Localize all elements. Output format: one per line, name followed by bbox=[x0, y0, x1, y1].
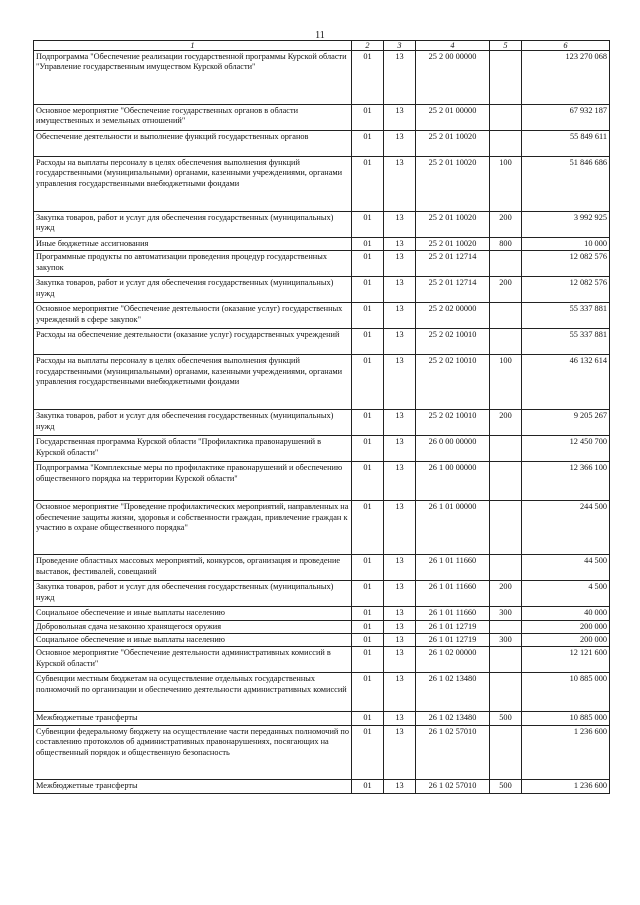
row-amount: 44 500 bbox=[522, 555, 610, 581]
row-expense-type: 500 bbox=[490, 779, 522, 793]
row-subsection: 13 bbox=[384, 581, 416, 607]
row-expense-type bbox=[490, 436, 522, 462]
row-expense-type: 500 bbox=[490, 712, 522, 725]
row-name: Обеспечение деятельности и выполнение функций государственных органов bbox=[34, 131, 352, 157]
row-subsection: 13 bbox=[384, 51, 416, 105]
row-amount: 12 450 700 bbox=[522, 436, 610, 462]
row-target-code: 25 2 01 10020 bbox=[416, 238, 490, 251]
row-section: 01 bbox=[352, 647, 384, 673]
row-subsection: 13 bbox=[384, 131, 416, 157]
row-name: Добровольная сдача незаконно хранящегося оружия bbox=[34, 620, 352, 633]
row-section: 01 bbox=[352, 105, 384, 131]
table-row bbox=[34, 501, 610, 555]
row-section: 01 bbox=[352, 238, 384, 251]
header-col-3: 3 bbox=[384, 41, 416, 51]
row-subsection: 13 bbox=[384, 779, 416, 793]
row-expense-type bbox=[490, 51, 522, 105]
row-name: Социальное обеспечение и иные выплаты населению bbox=[34, 634, 352, 647]
row-section: 01 bbox=[352, 51, 384, 105]
row-section: 01 bbox=[352, 462, 384, 501]
row-amount: 1 236 600 bbox=[522, 779, 610, 793]
row-section: 01 bbox=[352, 329, 384, 355]
row-amount: 200 000 bbox=[522, 620, 610, 633]
row-name: Программные продукты по автоматизации проведения процедур государственных закупок bbox=[34, 251, 352, 277]
table-row bbox=[34, 105, 610, 131]
row-section: 01 bbox=[352, 157, 384, 212]
table-row bbox=[34, 555, 610, 581]
row-amount: 1 236 600 bbox=[522, 725, 610, 779]
row-subsection: 13 bbox=[384, 712, 416, 725]
row-name: Межбюджетные трансферты bbox=[34, 712, 352, 725]
row-subsection: 13 bbox=[384, 410, 416, 436]
row-name: Основное мероприятие "Обеспечение государственных органов в области имущественных и земельных отношений" bbox=[34, 105, 352, 131]
row-section: 01 bbox=[352, 303, 384, 329]
row-amount: 3 992 925 bbox=[522, 212, 610, 238]
row-section: 01 bbox=[352, 131, 384, 157]
row-expense-type bbox=[490, 329, 522, 355]
row-amount: 55 337 881 bbox=[522, 329, 610, 355]
row-section: 01 bbox=[352, 501, 384, 555]
row-amount: 12 082 576 bbox=[522, 277, 610, 303]
table-row bbox=[34, 355, 610, 410]
row-section: 01 bbox=[352, 581, 384, 607]
row-amount: 12 366 100 bbox=[522, 462, 610, 501]
row-section: 01 bbox=[352, 634, 384, 647]
row-subsection: 13 bbox=[384, 329, 416, 355]
row-subsection: 13 bbox=[384, 355, 416, 410]
row-amount: 10 885 000 bbox=[522, 712, 610, 725]
row-amount: 123 270 068 bbox=[522, 51, 610, 105]
row-target-code: 25 2 02 10010 bbox=[416, 329, 490, 355]
row-section: 01 bbox=[352, 355, 384, 410]
table-row bbox=[34, 725, 610, 779]
row-target-code: 25 2 02 10010 bbox=[416, 355, 490, 410]
row-name: Закупка товаров, работ и услуг для обеспечения государственных (муниципальных) нужд bbox=[34, 581, 352, 607]
row-subsection: 13 bbox=[384, 607, 416, 620]
row-expense-type: 200 bbox=[490, 212, 522, 238]
row-target-code: 25 2 01 00000 bbox=[416, 105, 490, 131]
row-subsection: 13 bbox=[384, 105, 416, 131]
page-number: 11 bbox=[315, 30, 325, 41]
row-name: Закупка товаров, работ и услуг для обеспечения государственных (муниципальных) нужд bbox=[34, 277, 352, 303]
row-subsection: 13 bbox=[384, 212, 416, 238]
row-subsection: 13 bbox=[384, 634, 416, 647]
row-expense-type bbox=[490, 725, 522, 779]
row-expense-type bbox=[490, 131, 522, 157]
row-target-code: 25 2 01 10020 bbox=[416, 157, 490, 212]
header-col-6: 6 bbox=[522, 41, 610, 51]
row-amount: 244 500 bbox=[522, 501, 610, 555]
row-amount: 40 000 bbox=[522, 607, 610, 620]
table-row bbox=[34, 51, 610, 105]
table-row bbox=[34, 303, 610, 329]
row-target-code: 25 2 01 12714 bbox=[416, 277, 490, 303]
row-amount: 67 932 187 bbox=[522, 105, 610, 131]
row-subsection: 13 bbox=[384, 462, 416, 501]
row-subsection: 13 bbox=[384, 238, 416, 251]
row-section: 01 bbox=[352, 779, 384, 793]
row-subsection: 13 bbox=[384, 555, 416, 581]
row-expense-type: 200 bbox=[490, 410, 522, 436]
row-amount: 46 132 614 bbox=[522, 355, 610, 410]
row-target-code: 25 2 00 00000 bbox=[416, 51, 490, 105]
row-expense-type bbox=[490, 105, 522, 131]
table-header-row bbox=[34, 41, 610, 51]
row-amount: 9 205 267 bbox=[522, 410, 610, 436]
table-row bbox=[34, 647, 610, 673]
row-target-code: 26 1 01 12719 bbox=[416, 634, 490, 647]
row-target-code: 26 1 02 13480 bbox=[416, 673, 490, 712]
row-expense-type bbox=[490, 673, 522, 712]
row-name: Расходы на выплаты персоналу в целях обеспечения выполнения функций государственными (муниципальными) органами, казенными учреждениями, органами управления государственными внебюджетными фондами bbox=[34, 157, 352, 212]
row-name: Иные бюджетные ассигнования bbox=[34, 238, 352, 251]
row-expense-type: 300 bbox=[490, 607, 522, 620]
row-section: 01 bbox=[352, 673, 384, 712]
row-name: Расходы на выплаты персоналу в целях обеспечения выполнения функций государственными (муниципальными) органами, казенными учреждениями, органами управления государственными внебюджетными фондами bbox=[34, 355, 352, 410]
table-row bbox=[34, 607, 610, 620]
table-row bbox=[34, 581, 610, 607]
row-name: Государственная программа Курской области "Профилактика правонарушений в Курской области" bbox=[34, 436, 352, 462]
row-expense-type: 300 bbox=[490, 634, 522, 647]
row-expense-type bbox=[490, 462, 522, 501]
row-amount: 10 000 bbox=[522, 238, 610, 251]
row-amount: 55 337 881 bbox=[522, 303, 610, 329]
table-row bbox=[34, 238, 610, 251]
row-section: 01 bbox=[352, 607, 384, 620]
row-target-code: 25 2 01 10020 bbox=[416, 131, 490, 157]
row-section: 01 bbox=[352, 277, 384, 303]
row-target-code: 25 2 02 00000 bbox=[416, 303, 490, 329]
row-target-code: 25 2 01 10020 bbox=[416, 212, 490, 238]
row-name: Субвенции местным бюджетам на осуществление отдельных государственных полномочий по организации и обеспечению деятельности административных комиссий bbox=[34, 673, 352, 712]
row-target-code: 26 0 00 00000 bbox=[416, 436, 490, 462]
row-target-code: 26 1 01 00000 bbox=[416, 501, 490, 555]
row-name: Подпрограмма "Обеспечение реализации государственной программы Курской области "Управление государственным имуществом Курской области" bbox=[34, 51, 352, 105]
table-row bbox=[34, 779, 610, 793]
row-amount: 51 846 686 bbox=[522, 157, 610, 212]
row-section: 01 bbox=[352, 251, 384, 277]
row-name: Социальное обеспечение и иные выплаты населению bbox=[34, 607, 352, 620]
table-row bbox=[34, 462, 610, 501]
table-row bbox=[34, 157, 610, 212]
row-target-code: 26 1 01 11660 bbox=[416, 555, 490, 581]
header-col-1: 1 bbox=[34, 41, 352, 51]
row-section: 01 bbox=[352, 410, 384, 436]
row-amount: 12 121 600 bbox=[522, 647, 610, 673]
row-target-code: 26 1 02 57010 bbox=[416, 725, 490, 779]
row-amount: 10 885 000 bbox=[522, 673, 610, 712]
row-expense-type bbox=[490, 501, 522, 555]
row-target-code: 26 1 02 13480 bbox=[416, 712, 490, 725]
table-row bbox=[34, 712, 610, 725]
row-target-code: 26 1 02 00000 bbox=[416, 647, 490, 673]
row-section: 01 bbox=[352, 620, 384, 633]
row-name: Расходы на обеспечение деятельности (оказание услуг) государственных учреждений bbox=[34, 329, 352, 355]
row-name: Субвенции федеральному бюджету на осуществление части переданных полномочий по составлению протоколов об административных правонарушениях, посягающих на общественный порядок и общественную безопасность bbox=[34, 725, 352, 779]
row-subsection: 13 bbox=[384, 673, 416, 712]
table-row bbox=[34, 251, 610, 277]
row-expense-type: 800 bbox=[490, 238, 522, 251]
row-target-code: 25 2 02 10010 bbox=[416, 410, 490, 436]
row-expense-type bbox=[490, 555, 522, 581]
row-target-code: 26 1 01 12719 bbox=[416, 620, 490, 633]
row-name: Проведение областных массовых мероприятий, конкурсов, организация и проведение выставок, фестивалей, совещаний bbox=[34, 555, 352, 581]
row-name: Межбюджетные трансферты bbox=[34, 779, 352, 793]
row-name: Подпрограмма "Комплексные меры по профилактике правонарушений и обеспечению общественного порядка на территории Курской области" bbox=[34, 462, 352, 501]
row-target-code: 26 1 02 57010 bbox=[416, 779, 490, 793]
row-section: 01 bbox=[352, 436, 384, 462]
row-subsection: 13 bbox=[384, 157, 416, 212]
table-row bbox=[34, 131, 610, 157]
row-subsection: 13 bbox=[384, 647, 416, 673]
row-section: 01 bbox=[352, 212, 384, 238]
row-subsection: 13 bbox=[384, 620, 416, 633]
table-row bbox=[34, 436, 610, 462]
table-row bbox=[34, 620, 610, 633]
budget-table bbox=[33, 40, 610, 794]
row-target-code: 26 1 01 11660 bbox=[416, 607, 490, 620]
table-row bbox=[34, 212, 610, 238]
row-expense-type: 100 bbox=[490, 157, 522, 212]
table-row bbox=[34, 410, 610, 436]
row-section: 01 bbox=[352, 555, 384, 581]
table-row bbox=[34, 277, 610, 303]
row-name: Закупка товаров, работ и услуг для обеспечения государственных (муниципальных) нужд bbox=[34, 410, 352, 436]
table-body bbox=[34, 51, 610, 794]
header-col-5: 5 bbox=[490, 41, 522, 51]
row-expense-type bbox=[490, 620, 522, 633]
row-expense-type: 200 bbox=[490, 581, 522, 607]
table-row bbox=[34, 673, 610, 712]
row-expense-type: 200 bbox=[490, 277, 522, 303]
row-subsection: 13 bbox=[384, 251, 416, 277]
row-subsection: 13 bbox=[384, 501, 416, 555]
row-amount: 4 500 bbox=[522, 581, 610, 607]
row-expense-type bbox=[490, 251, 522, 277]
row-name: Основное мероприятие "Обеспечение деятельности (оказание услуг) государственных учреждений в сфере закупок" bbox=[34, 303, 352, 329]
row-expense-type bbox=[490, 303, 522, 329]
row-name: Закупка товаров, работ и услуг для обеспечения государственных (муниципальных) нужд bbox=[34, 212, 352, 238]
row-amount: 12 082 576 bbox=[522, 251, 610, 277]
row-name: Основное мероприятие "Обеспечение деятельности административных комиссий в Курской области" bbox=[34, 647, 352, 673]
row-expense-type: 100 bbox=[490, 355, 522, 410]
row-expense-type bbox=[490, 647, 522, 673]
row-subsection: 13 bbox=[384, 277, 416, 303]
row-subsection: 13 bbox=[384, 436, 416, 462]
row-target-code: 25 2 01 12714 bbox=[416, 251, 490, 277]
row-amount: 55 849 611 bbox=[522, 131, 610, 157]
table-row bbox=[34, 634, 610, 647]
row-subsection: 13 bbox=[384, 725, 416, 779]
table-row bbox=[34, 329, 610, 355]
row-subsection: 13 bbox=[384, 303, 416, 329]
row-target-code: 26 1 01 11660 bbox=[416, 581, 490, 607]
row-name: Основное мероприятие "Проведение профилактических мероприятий, направленных на обеспечение защиты жизни, здоровья и собственности граждан, привлечение граждан к участию в охране общественного порядка" bbox=[34, 501, 352, 555]
row-target-code: 26 1 00 00000 bbox=[416, 462, 490, 501]
header-col-4: 4 bbox=[416, 41, 490, 51]
row-section: 01 bbox=[352, 712, 384, 725]
header-col-2: 2 bbox=[352, 41, 384, 51]
row-amount: 200 000 bbox=[522, 634, 610, 647]
row-section: 01 bbox=[352, 725, 384, 779]
